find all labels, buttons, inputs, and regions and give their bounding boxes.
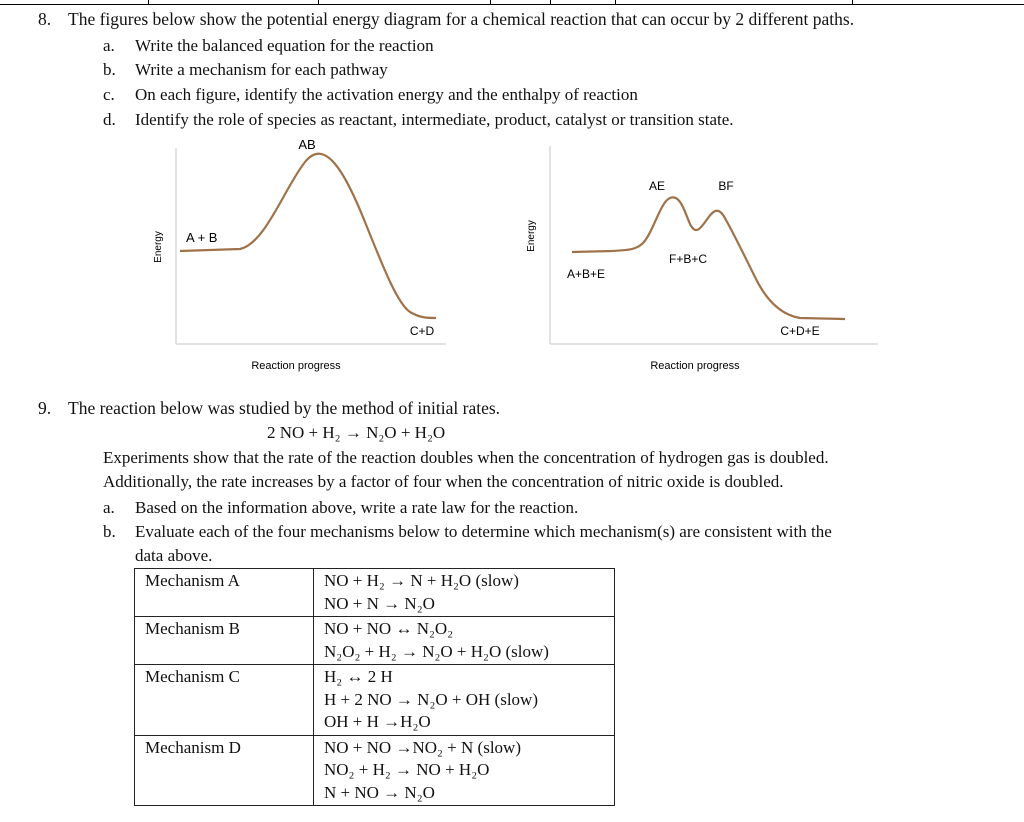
mechanism-step: NO + H₂ → N + H₂O (slow) <box>324 571 519 590</box>
mechanism-table <box>134 568 615 806</box>
mechanism-name: Mechanism B <box>135 617 314 665</box>
table-divider <box>318 0 319 4</box>
q8-prompt: The figures below show the potential energy diagram for a chemical reaction that can occur by 2 different paths. <box>68 9 855 29</box>
mechanism-steps <box>314 569 615 617</box>
q8-item-text: Write a mechanism for each pathway <box>135 60 388 79</box>
q8-item-label: a. <box>103 36 115 55</box>
mechanism-step: NO + N → N₂O <box>324 593 435 613</box>
q9-item-label: a. <box>103 498 115 517</box>
x-axis-label: Reaction progress <box>650 360 740 372</box>
q8-item-label: c. <box>103 85 115 104</box>
q8-number: 8. <box>38 9 52 29</box>
energy-diagram-single-path <box>140 132 470 382</box>
energy-diagram-catalyzed-path <box>520 132 890 382</box>
reaction-equation: 2 NO + H₂ → N₂O + H₂O <box>267 423 446 442</box>
mechanism-step: H + 2 NO → N₂O + OH (slow) <box>324 689 538 709</box>
q8-item-text: Write the balanced equation for the reaction <box>135 36 434 55</box>
q8-item-label: d. <box>103 110 116 129</box>
mechanism-step: H₂ ↔ 2 H <box>324 667 393 686</box>
mechanism-step: NO₂ + H₂ → NO + H₂O <box>324 760 490 779</box>
previous-table-edge <box>0 0 1024 5</box>
mechanism-step: NO + NO →NO₂ + N (slow) <box>324 737 521 757</box>
q8-item-label: b. <box>103 60 116 79</box>
mechanism-steps <box>314 617 615 665</box>
table-divider <box>550 0 551 4</box>
product-label: C+D+E <box>780 324 820 338</box>
table-divider <box>148 0 149 4</box>
reactant-label: A + B <box>186 230 218 245</box>
table-divider <box>615 0 616 4</box>
x-axis-label: Reaction progress <box>251 360 341 372</box>
q8-item-text: Identify the role of species as reactant, intermediate, product, catalyst or transition state. <box>135 110 734 129</box>
y-axis-label: Energy <box>153 231 164 263</box>
transition-state-1-label: AE <box>648 179 666 193</box>
table-divider <box>852 0 853 4</box>
table-divider <box>490 0 491 4</box>
table-row <box>135 665 615 736</box>
table-row <box>135 617 615 665</box>
mechanism-steps <box>314 735 615 806</box>
mechanism-step: NO + NO ↔ N₂O₂ <box>324 619 454 638</box>
mechanism-step: N₂O₂ + H₂ → N₂O + H₂O (slow) <box>324 641 549 661</box>
reactant-label: A+B+E <box>566 267 606 281</box>
mechanism-step: OH + H →H₂O <box>324 712 431 731</box>
energy-curve <box>572 197 845 319</box>
transition-state-label: AB <box>298 137 316 152</box>
q9-item-label: b. <box>103 522 116 541</box>
q8-item-text: On each figure, identify the activation energy and the enthalpy of reaction <box>135 85 638 104</box>
q9-paragraph-line: Experiments show that the rate of the reaction doubles when the concentration of hydrogen gas is doubled. <box>103 448 829 467</box>
energy-curve <box>180 154 436 318</box>
intermediate-label: F+B+C <box>668 252 708 266</box>
mechanism-name: Mechanism A <box>135 569 314 617</box>
mechanism-name: Mechanism C <box>135 665 314 736</box>
mechanism-step: N + NO → N₂O <box>324 782 435 802</box>
q9-paragraph-line: Additionally, the rate increases by a factor of four when the concentration of nitric oxide is doubled. <box>103 472 784 491</box>
transition-state-2-label: BF <box>718 179 734 193</box>
q9-item-text: Based on the information above, write a rate law for the reaction. <box>135 498 579 517</box>
q9-number: 9. <box>38 398 52 418</box>
y-axis-label: Energy <box>526 220 537 252</box>
q9-prompt: The reaction below was studied by the method of initial rates. <box>68 398 501 418</box>
table-row <box>135 735 615 806</box>
product-label: C+D <box>409 324 435 338</box>
mechanism-steps <box>314 665 615 736</box>
table-row <box>135 569 615 617</box>
q9-item-text-continued: data above. <box>135 546 213 565</box>
mechanism-name: Mechanism D <box>135 735 314 806</box>
q9-item-text: Evaluate each of the four mechanisms below to determine which mechanism(s) are consistent with the <box>135 522 832 541</box>
